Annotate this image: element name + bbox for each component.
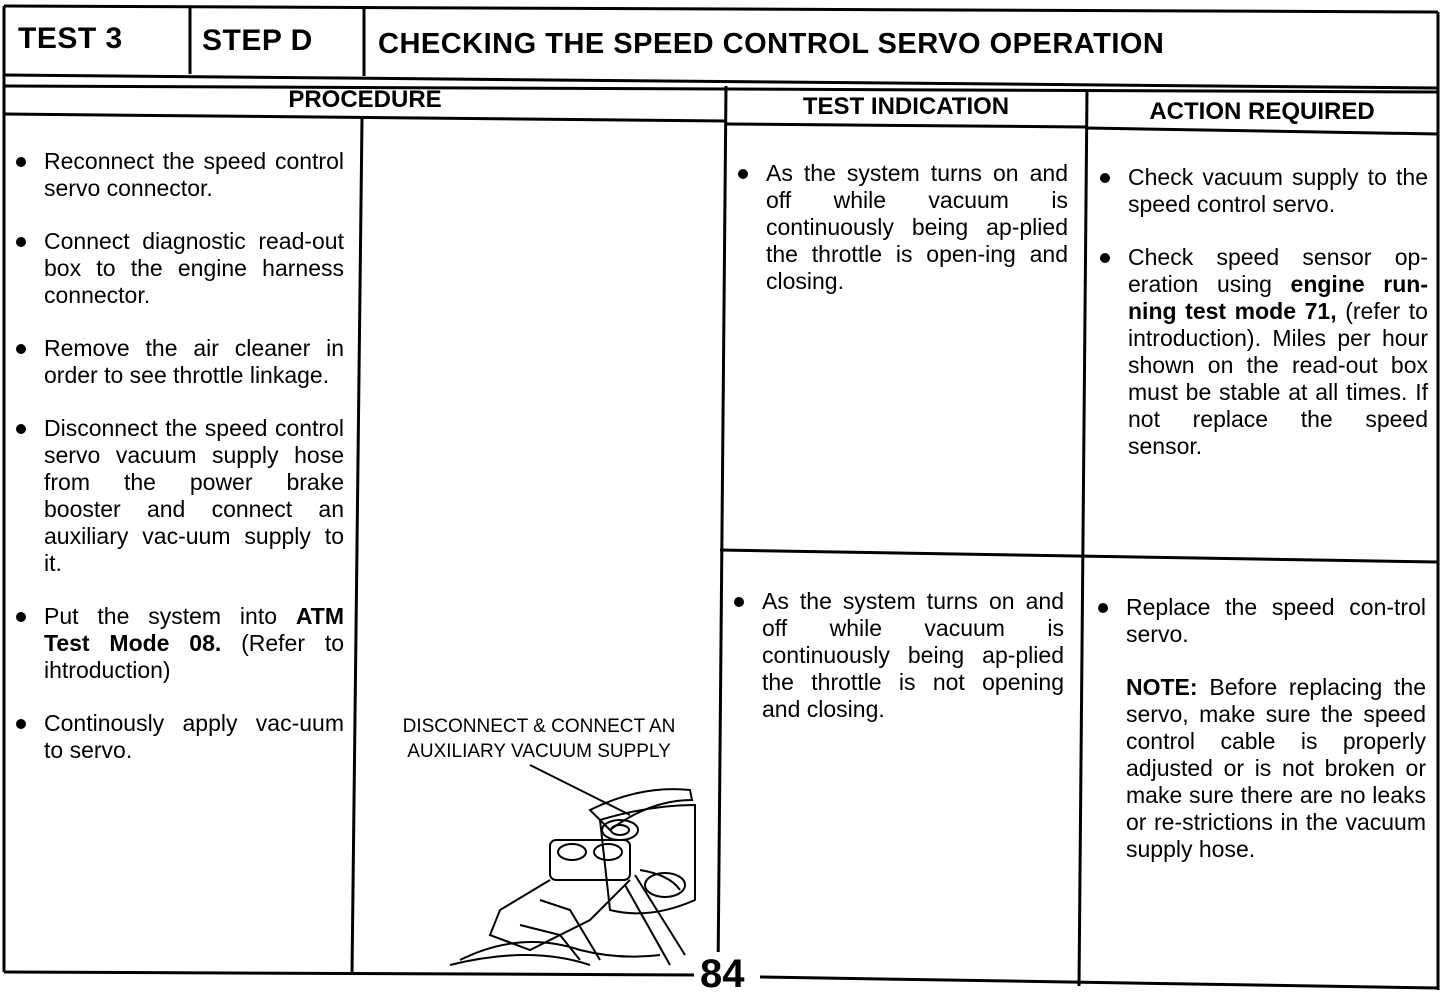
indication-item: As the system turns on and off while vacuum is continuously being ap-plied the throttle is open-ing and closing. <box>736 160 1068 295</box>
action-item: Check vacuum supply to the speed control servo. <box>1098 164 1428 218</box>
note-text: NOTE: Before replacing the servo, make sure the speed control cable is properly adjusted or is not broken or make sure there are no leaks or re-strictions in the vacuum supply hose. <box>1126 674 1426 862</box>
figure-caption: DISCONNECT & CONNECT AN AUXILIARY VACUUM SUPPLY <box>402 716 676 762</box>
bullet-icon <box>734 597 744 607</box>
bullet-icon <box>738 169 748 179</box>
procedure-item: Remove the air cleaner in order to see throttle linkage. <box>14 335 344 389</box>
throttle-linkage-illustration <box>440 760 710 970</box>
bullet-icon <box>16 157 26 167</box>
bullet-icon <box>1100 253 1110 263</box>
bullet-icon <box>16 424 26 434</box>
page-number: 84 <box>694 952 751 997</box>
procedure-item: Reconnect the speed control servo connector. <box>14 148 344 202</box>
bullet-icon <box>1098 603 1108 613</box>
procedure-item: Disconnect the speed control servo vacuum supply hose from the power brake booster and connect an auxiliary vac-uum supply to it. <box>14 415 344 577</box>
action-required-header: ACTION REQUIRED <box>1149 98 1375 125</box>
indication-row-1 <box>736 160 1068 321</box>
bullet-icon <box>16 344 26 354</box>
procedure-item: Continously apply vac-uum to servo. <box>14 710 344 764</box>
page-title: CHECKING THE SPEED CONTROL SERVO OPERATION <box>378 28 1165 60</box>
procedure-list <box>14 148 344 790</box>
procedure-item: Connect diagnostic read-out box to the engine harness connector. <box>14 228 344 309</box>
procedure-item: Put the system into ATM Test Mode 08. (Refer to ihtroduction) <box>14 603 344 684</box>
step-label: STEP D <box>202 24 313 57</box>
indication-row-2 <box>732 588 1064 749</box>
bullet-icon <box>16 719 26 729</box>
procedure-header: PROCEDURE <box>288 86 442 113</box>
action-row-1 <box>1098 164 1428 486</box>
indication-item: As the system turns on and off while vacuum is continuously being ap-plied the throttle is not opening and closing. <box>732 588 1064 723</box>
bullet-icon <box>16 612 26 622</box>
test-indication-header: TEST INDICATION <box>802 93 1010 120</box>
action-row-2 <box>1096 594 1426 863</box>
test-label: TEST 3 <box>18 22 123 55</box>
bullet-icon <box>16 237 26 247</box>
action-item: Replace the speed con-trol servo. <box>1096 594 1426 648</box>
bullet-icon <box>1100 173 1110 183</box>
action-item: Check speed sensor op-eration using engine run-ning test mode 71, (refer to introduction). Miles per hour shown on the read-out box must be stable at all times. If not replace the speed sensor. <box>1098 244 1428 460</box>
